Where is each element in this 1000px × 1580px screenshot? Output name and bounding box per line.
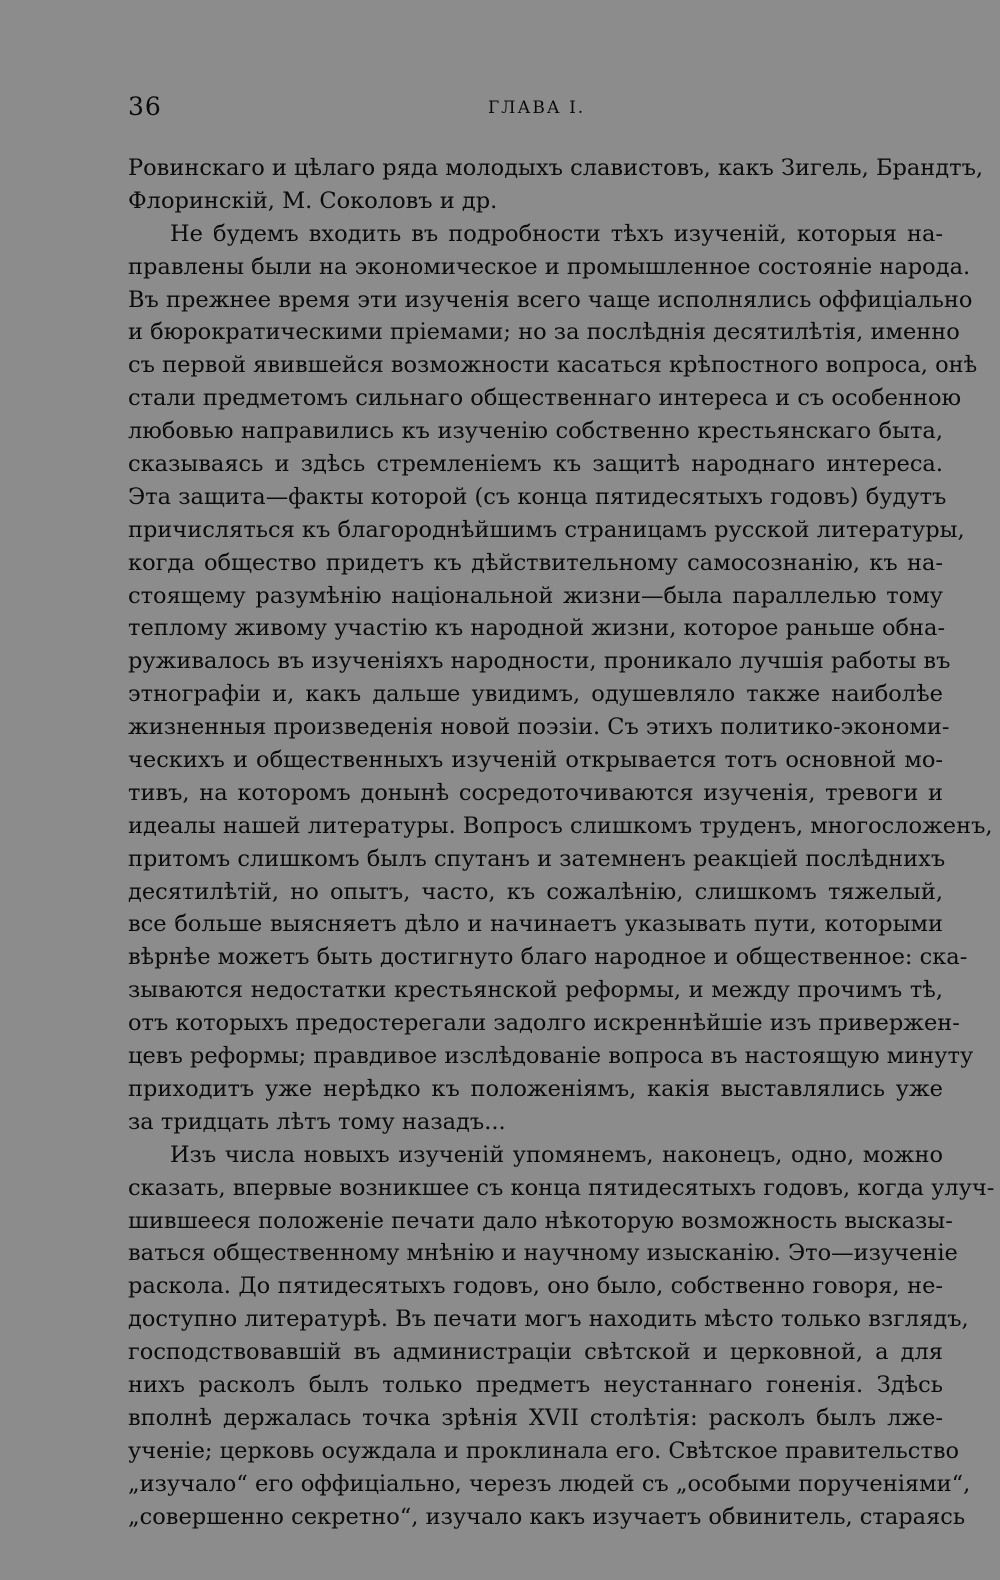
text-line: все больше выясняетъ дѣло и начинаетъ указывать пути, которыми (128, 911, 943, 938)
text-line: Флоринскій, М. Соколовъ и др. (128, 187, 498, 214)
text-line: тивъ, на которомъ донынѣ сосредоточиваются изученія, тревоги и (128, 779, 943, 806)
text-line: доступно литературѣ. Въ печати могъ находить мѣсто только взглядъ, (128, 1306, 969, 1333)
text-line: стали предметомъ сильнаго общественнаго интереса и съ особенною (128, 385, 962, 412)
text-line: этнографіи и, какъ дальше увидимъ, одушевляло также наиболѣе (128, 681, 943, 708)
text-line: правлены были на экономическое и промышленное состояніе народа. (128, 253, 971, 280)
text-line: нихъ расколъ былъ только предметъ неустаннаго гоненія. Здѣсь (128, 1371, 943, 1398)
text-line: причисляться къ благороднѣйшимъ страницамъ русской литературы, (128, 516, 965, 543)
text-line: зываются недостатки крестьянской реформы, и между прочимъ тѣ, (128, 977, 943, 1004)
text-line: раскола. До пятидесятыхъ годовъ, оно было, собственно говоря, не- (128, 1273, 943, 1300)
text-line: и бюрократическими пріемами; но за послѣднія десятилѣтія, именно (128, 319, 960, 346)
text-line: когда общество придетъ къ дѣйствительному самосознанію, къ на- (128, 549, 943, 576)
text-line: жизненныя произведенія новой поэзіи. Съ этихъ политико-экономи- (128, 714, 950, 741)
text-line: десятилѣтій, но опытъ, часто, къ сожалѣнію, слишкомъ тяжелый, (128, 878, 943, 905)
text-line: Въ прежнее время эти изученія всего чаще исполнялись оффиціально (128, 286, 973, 313)
text-line: ческихъ и общественныхъ изученій открывается тотъ основной мо- (128, 747, 943, 774)
text-line: „совершенно секретно“, изучало какъ изучаетъ обвинитель, стараясь (128, 1503, 966, 1530)
running-head: ГЛАВА I. (488, 98, 586, 118)
text-line: отъ которыхъ предостерегали задолго искреннѣйшіе изъ привержен- (128, 1010, 960, 1037)
text-line: стоящему разумѣнію національной жизни—была параллелью тому (128, 582, 943, 609)
text-line: ваться общественному мнѣнію и научному изысканію. Это—изученіе (128, 1240, 958, 1267)
text-line: ученіе; церковь осуждала и проклинала его. Свѣтское правительство (128, 1437, 960, 1464)
text-line: Изъ числа новыхъ изученій упомянемъ, наконецъ, одно, можно (170, 1141, 943, 1168)
text-line: любовью направились къ изученію собственно крестьянскаго быта, (128, 418, 943, 445)
text-line: идеалы нашей литературы. Вопросъ слишкомъ труденъ, многосложенъ, (128, 812, 993, 839)
text-line: за тридцать лѣтъ тому назадъ... (128, 1108, 506, 1135)
text-line: сказать, впервые возникшее съ конца пятидесятыхъ годовъ, когда улуч- (128, 1174, 995, 1201)
page-header (128, 92, 943, 132)
text-line: вполнѣ держалась точка зрѣнія XVII столѣтія: расколъ былъ лже- (128, 1404, 943, 1431)
body-text (128, 152, 995, 1533)
text-line: господствовавшій въ администраціи свѣтской и церковной, а для (128, 1339, 943, 1366)
text-line: руживалось въ изученіяхъ народности, проникало лучшія работы въ (128, 648, 951, 675)
text-line: Ровинскаго и цѣлаго ряда молодыхъ славистовъ, какъ Зигель, Брандтъ, (128, 155, 984, 181)
text-line: съ первой явившейся возможности касаться крѣпостного вопроса, онѣ (128, 352, 978, 379)
text-line: „изучало“ его оффиціально, черезъ людей съ „особыми порученіями“, (128, 1470, 971, 1497)
text-line: шившееся положеніе печати дало нѣкоторую возможность высказы- (128, 1207, 953, 1234)
text-line: теплому живому участію къ народной жизни, которое раньше обна- (128, 615, 946, 642)
text-line: вѣрнѣе можетъ быть достигнуто благо народное и общественное: ска- (128, 944, 968, 971)
text-line: приходитъ уже нерѣдко къ положеніямъ, какія выставлялись уже (128, 1075, 943, 1102)
text-line: сказываясь и здѣсь стремленіемъ къ защитѣ народнаго интереса. (128, 451, 943, 478)
page-number: 36 (128, 92, 162, 121)
text-line: цевъ реформы; правдивое изслѣдованіе вопроса въ настоящую минуту (128, 1043, 974, 1070)
text-line: Эта защита—факты которой (съ конца пятидесятыхъ годовъ) будутъ (128, 483, 947, 510)
text-line: притомъ слишкомъ былъ спутанъ и затемненъ реакціей послѣднихъ (128, 845, 946, 872)
text-line: Не будемъ входить въ подробности тѣхъ изученій, которыя на- (170, 220, 943, 247)
